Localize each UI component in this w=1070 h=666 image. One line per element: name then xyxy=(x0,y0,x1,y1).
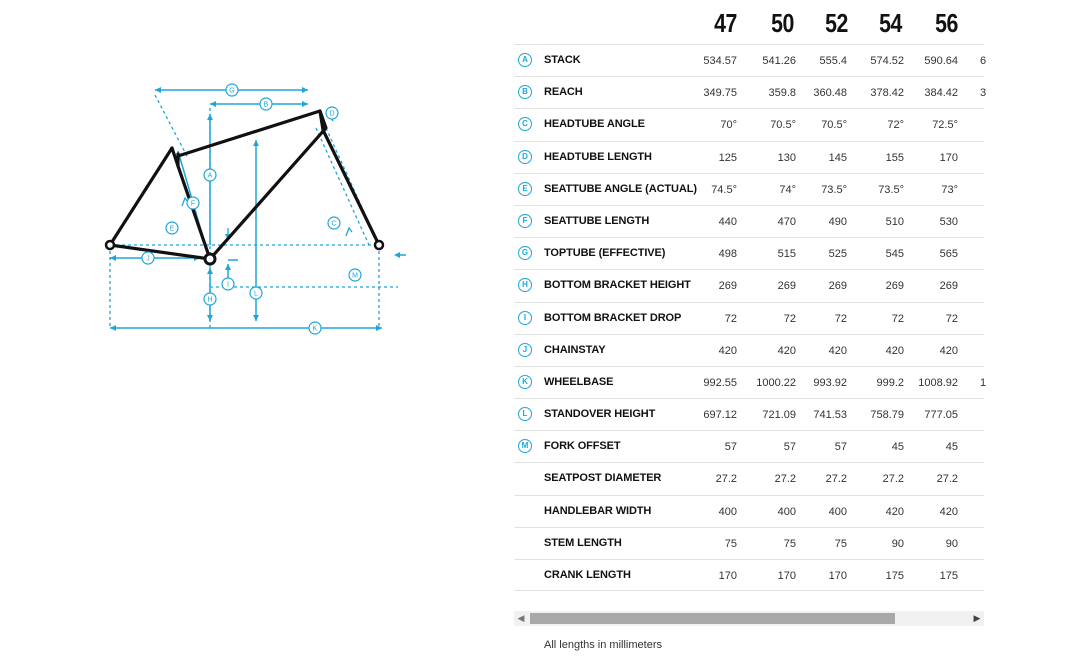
row-label: TOPTUBE (EFFECTIVE) xyxy=(544,247,666,260)
table-cell: 360.48 xyxy=(813,87,847,100)
table-cell: 73° xyxy=(941,183,958,196)
table-cell: 993.92 xyxy=(813,376,847,389)
table-row xyxy=(514,141,984,173)
table-cell: 420 xyxy=(828,344,847,357)
table-cell: 145 xyxy=(828,151,847,164)
table-cell: 758.79 xyxy=(870,409,904,422)
table-cell: 741.53 xyxy=(813,409,847,422)
table-cell: 384.42 xyxy=(924,87,958,100)
scrollbar-thumb[interactable] xyxy=(530,613,895,624)
table-cell: 57 xyxy=(783,441,796,454)
row-label: CRANK LENGTH xyxy=(544,569,631,581)
row-label: STANDOVER HEIGHT xyxy=(544,408,656,421)
table-cell: 565 xyxy=(939,248,958,261)
row-letter-badge: H xyxy=(518,278,532,292)
diagram-label-j xyxy=(142,252,154,264)
diagram-labels xyxy=(142,84,361,334)
table-cell: 170 xyxy=(828,570,847,582)
row-label: BOTTOM BRACKET HEIGHT xyxy=(544,279,691,292)
table-cell: 175 xyxy=(939,570,958,582)
row-label: WHEELBASE xyxy=(544,375,614,388)
row-label: FORK OFFSET xyxy=(544,440,621,453)
diagram-label-e xyxy=(166,222,178,234)
svg-text:J: J xyxy=(146,255,150,263)
table-row xyxy=(514,76,987,108)
table-cell: 420 xyxy=(718,344,737,357)
size-column-header: 50 xyxy=(771,8,794,38)
table-row xyxy=(514,495,984,527)
table-cell: 75 xyxy=(724,537,737,550)
table-row xyxy=(514,44,987,76)
diagram-label-b xyxy=(260,98,272,110)
row-letter-badge: J xyxy=(518,343,532,357)
table-cell: 72 xyxy=(724,312,737,325)
table-row xyxy=(514,237,984,269)
row-letter-badge: M xyxy=(518,439,532,453)
table-cell: 420 xyxy=(885,344,904,357)
table-cell: 530 xyxy=(939,215,958,228)
diagram-label-h xyxy=(204,293,216,305)
table-cell: 72 xyxy=(834,312,847,325)
table-cell: 574.52 xyxy=(870,55,904,67)
table-cell: 27.2 xyxy=(882,473,904,486)
row-label: SEATTUBE ANGLE (ACTUAL) xyxy=(544,182,697,195)
svg-text:A: A xyxy=(207,172,213,180)
table-cell-clipped: 1 xyxy=(980,376,987,389)
table-cell: 534.57 xyxy=(703,55,737,67)
table-cell: 510 xyxy=(885,215,904,228)
table-cell: 90 xyxy=(945,537,958,550)
table-cell: 57 xyxy=(724,441,737,454)
size-column-header: 56 xyxy=(935,8,958,38)
diagram-label-f xyxy=(187,197,199,209)
diagram-label-k xyxy=(309,322,321,334)
table-row xyxy=(514,108,984,140)
table-cell: 74.5° xyxy=(711,183,737,196)
table-cell: 27.2 xyxy=(774,473,796,486)
size-header-row xyxy=(514,6,984,44)
row-label: HANDLEBAR WIDTH xyxy=(544,504,652,517)
svg-text:B: B xyxy=(263,101,269,109)
table-cell-clipped: 3 xyxy=(980,87,987,100)
row-label: STACK xyxy=(544,54,581,66)
table-cell: 555.4 xyxy=(819,55,847,67)
table-cell: 72 xyxy=(945,312,958,325)
table-cell: 545 xyxy=(885,248,904,261)
table-cell: 440 xyxy=(718,215,737,228)
row-letter-badge: E xyxy=(518,182,532,196)
table-cell: 515 xyxy=(777,248,796,261)
row-letter-badge: D xyxy=(518,150,532,164)
row-label: REACH xyxy=(544,86,583,99)
table-row xyxy=(514,398,984,430)
svg-text:G: G xyxy=(229,87,235,95)
table-cell: 400 xyxy=(828,505,847,518)
table-cell: 57 xyxy=(834,441,847,454)
table-cell: 45 xyxy=(945,441,958,454)
row-letter-badge: A xyxy=(518,53,532,67)
row-letter-badge: B xyxy=(518,85,532,99)
geometry-rows xyxy=(514,44,987,591)
table-cell: 73.5° xyxy=(878,183,904,196)
table-cell: 72 xyxy=(783,312,796,325)
table-row xyxy=(514,527,984,559)
table-cell: 420 xyxy=(885,505,904,518)
svg-text:I: I xyxy=(227,281,229,289)
table-cell: 75 xyxy=(834,537,847,550)
table-cell: 378.42 xyxy=(870,87,904,100)
row-label: SEATPOST DIAMETER xyxy=(544,472,662,485)
table-cell: 269 xyxy=(885,280,904,293)
row-label: CHAINSTAY xyxy=(544,343,606,356)
table-cell: 992.55 xyxy=(703,376,737,389)
table-cell: 999.2 xyxy=(876,376,904,389)
table-cell: 498 xyxy=(718,248,737,261)
size-column-header: 47 xyxy=(714,8,737,38)
svg-text:C: C xyxy=(331,220,337,228)
row-label: HEADTUBE ANGLE xyxy=(544,118,645,131)
table-cell: 359.8 xyxy=(768,87,796,100)
table-cell: 400 xyxy=(777,505,796,518)
table-cell-clipped: 6 xyxy=(980,55,987,67)
table-cell: 420 xyxy=(939,505,958,518)
table-cell: 175 xyxy=(885,570,904,582)
size-column-header: 52 xyxy=(825,8,848,38)
table-row xyxy=(514,334,984,366)
table-row xyxy=(514,462,984,494)
scroll-left-icon[interactable]: ◀ xyxy=(517,613,525,623)
svg-text:H: H xyxy=(207,296,213,304)
table-cell: 400 xyxy=(718,505,737,518)
table-cell: 170 xyxy=(718,570,737,582)
diagram-label-c xyxy=(328,217,340,229)
svg-text:F: F xyxy=(190,200,196,208)
row-label: BOTTOM BRACKET DROP xyxy=(544,311,682,324)
table-cell: 27.2 xyxy=(936,473,958,486)
table-row xyxy=(514,430,984,462)
diagram-label-d xyxy=(326,107,338,119)
table-cell: 45 xyxy=(891,441,904,454)
row-letter-badge: G xyxy=(518,246,532,260)
svg-text:D: D xyxy=(329,110,335,118)
svg-text:E: E xyxy=(169,225,175,233)
table-cell: 541.26 xyxy=(762,55,796,67)
table-cell: 72.5° xyxy=(932,119,958,132)
diagram-label-l xyxy=(250,287,262,299)
svg-text:K: K xyxy=(312,325,318,333)
table-cell: 70.5° xyxy=(821,119,847,132)
row-label: STEM LENGTH xyxy=(544,536,622,549)
table-cell: 490 xyxy=(828,215,847,228)
table-cell: 269 xyxy=(828,280,847,293)
table-cell: 525 xyxy=(828,248,847,261)
table-cell: 269 xyxy=(777,280,796,293)
table-cell: 90 xyxy=(891,537,904,550)
table-row xyxy=(514,205,984,237)
table-cell: 697.12 xyxy=(703,409,737,422)
units-footnote: All lengths in millimeters xyxy=(544,639,662,651)
table-cell: 70.5° xyxy=(770,119,796,132)
table-cell: 27.2 xyxy=(825,473,847,486)
table-cell: 70° xyxy=(720,119,737,132)
bike-frame-diagram xyxy=(98,78,416,342)
table-cell: 72 xyxy=(891,312,904,325)
table-cell: 125 xyxy=(718,151,737,164)
size-column-header: 54 xyxy=(879,8,902,38)
svg-text:M: M xyxy=(352,272,358,280)
table-cell: 420 xyxy=(939,344,958,357)
row-letter-badge: I xyxy=(518,311,532,325)
table-cell: 1000.22 xyxy=(756,376,796,389)
table-cell: 130 xyxy=(777,151,796,164)
table-row xyxy=(514,269,984,301)
table-cell: 420 xyxy=(777,344,796,357)
diagram-label-i xyxy=(222,278,234,290)
table-horizontal-scrollbar[interactable] xyxy=(514,611,984,626)
table-cell: 777.05 xyxy=(924,409,958,422)
table-cell: 1008.92 xyxy=(918,376,958,389)
table-cell: 269 xyxy=(939,280,958,293)
svg-text:L: L xyxy=(254,290,258,298)
geometry-table[interactable] xyxy=(514,0,987,630)
geometry-diagram xyxy=(98,78,416,342)
table-cell: 75 xyxy=(783,537,796,550)
diagram-label-m xyxy=(349,269,361,281)
table-row xyxy=(514,173,984,205)
table-cell: 74° xyxy=(779,183,796,196)
row-letter-badge: F xyxy=(518,214,532,228)
table-cell: 155 xyxy=(885,151,904,164)
row-label: HEADTUBE LENGTH xyxy=(544,150,652,163)
row-letter-badge: K xyxy=(518,375,532,389)
diagram-label-a xyxy=(204,169,216,181)
table-cell: 73.5° xyxy=(821,183,847,196)
table-row xyxy=(514,559,984,591)
table-cell: 269 xyxy=(718,280,737,293)
table-cell: 349.75 xyxy=(703,87,737,100)
table-cell: 721.09 xyxy=(762,409,796,422)
diagram-label-g xyxy=(226,84,238,96)
row-label: SEATTUBE LENGTH xyxy=(544,214,650,227)
table-cell: 470 xyxy=(777,215,796,228)
table-cell: 27.2 xyxy=(715,473,737,486)
row-letter-badge: C xyxy=(518,117,532,131)
table-cell: 170 xyxy=(939,151,958,164)
table-row xyxy=(514,366,987,398)
table-cell: 72° xyxy=(887,119,904,132)
row-letter-badge: L xyxy=(518,407,532,421)
table-row xyxy=(514,302,984,334)
scroll-right-icon[interactable]: ▶ xyxy=(973,613,981,623)
table-cell: 590.64 xyxy=(924,55,958,67)
table-cell: 170 xyxy=(777,570,796,582)
